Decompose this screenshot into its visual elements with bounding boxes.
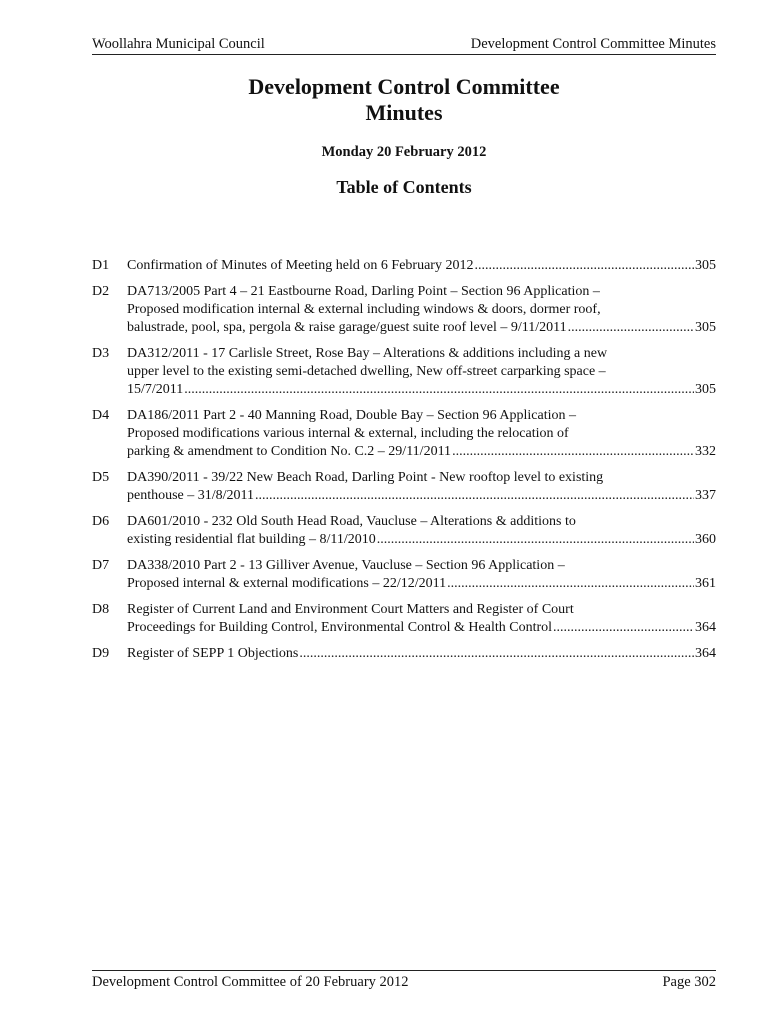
toc-entry-number: D9 [92, 646, 110, 661]
toc-entry [92, 557, 716, 593]
toc-entry-text-line: balustrade, pool, spa, pergola & raise garage/guest suite roof level – 9/11/2011 [127, 320, 567, 335]
toc-entry-number: D4 [92, 408, 110, 423]
toc-entry-text-line: existing residential flat building – 8/11/2010 [127, 532, 376, 547]
toc-entry-text-line: DA713/2005 Part 4 – 21 Eastbourne Road, Darling Point – Section 96 Application – [127, 284, 600, 299]
toc-entry-number: D3 [92, 346, 110, 361]
meeting-date: Monday 20 February 2012 [321, 144, 487, 160]
toc-entry-page-number: 337 [695, 488, 716, 503]
toc-entry-page-number: 305 [695, 258, 716, 273]
title-line-2: Minutes [365, 100, 443, 125]
toc-entry [92, 469, 716, 505]
table-of-contents [92, 257, 716, 671]
toc-entry-number: D1 [92, 258, 110, 273]
dot-leader [377, 531, 694, 549]
document-title [92, 74, 716, 126]
toc-entry-text-line: Proposed modifications various internal & external, including the relocation of [127, 426, 569, 441]
toc-entry-number: D7 [92, 558, 110, 573]
toc-entry-text-line: DA186/2011 Part 2 - 40 Manning Road, Double Bay – Section 96 Application – [127, 408, 576, 423]
toc-entry-text-line: DA390/2011 - 39/22 New Beach Road, Darling Point - New rooftop level to existing [127, 470, 604, 485]
toc-entry-text-line: Proposed internal & external modifications – 22/12/2011 [127, 576, 447, 591]
dot-leader [452, 443, 694, 461]
dot-leader [184, 381, 694, 399]
toc-entry-number: D5 [92, 470, 110, 485]
toc-entry-page-number: 305 [695, 382, 716, 397]
toc-entry-page-number: 364 [695, 620, 716, 635]
dot-leader [255, 487, 694, 505]
toc-entry-page-number: 364 [695, 646, 716, 661]
toc-entry [92, 345, 716, 399]
toc-entry-number: D6 [92, 514, 110, 529]
toc-entry-number: D8 [92, 602, 110, 617]
toc-entry-text-line: Register of SEPP 1 Objections [127, 646, 299, 661]
toc-entry-text-line: upper level to the existing semi-detached dwelling, New off-street carparking space – [127, 364, 606, 379]
header-document-name: Development Control Committee Minutes [470, 36, 716, 52]
toc-entry-page-number: 361 [695, 576, 716, 591]
toc-entry-text-line: penthouse – 31/8/2011 [127, 488, 255, 503]
toc-heading: Table of Contents [336, 177, 472, 197]
footer-meeting-name: Development Control Committee of 20 February 2012 [92, 974, 409, 990]
toc-entry-text-line: DA338/2010 Part 2 - 13 Gilliver Avenue, Vaucluse – Section 96 Application – [127, 558, 565, 573]
toc-entry [92, 407, 716, 461]
title-line-1: Development Control Committee [248, 74, 560, 99]
dot-leader [553, 619, 694, 637]
toc-entry-number: D2 [92, 284, 110, 299]
toc-entry [92, 645, 716, 663]
page-header [92, 34, 716, 55]
header-council-name: Woollahra Municipal Council [92, 36, 265, 52]
toc-entry-text-line: DA312/2011 - 17 Carlisle Street, Rose Bay – Alterations & additions including a new [127, 346, 608, 361]
toc-entry-page-number: 360 [695, 532, 716, 547]
toc-entry-text-line: Confirmation of Minutes of Meeting held on 6 February 2012 [127, 258, 474, 273]
toc-entry-page-number: 305 [695, 320, 716, 335]
toc-entry-text-line: Proposed modification internal & external including windows & doors, dormer roof, [127, 302, 601, 317]
dot-leader [474, 257, 694, 275]
toc-entry [92, 257, 716, 275]
toc-entry-text-line: DA601/2010 - 232 Old South Head Road, Vaucluse – Alterations & additions to [127, 514, 576, 529]
dot-leader [447, 575, 694, 593]
footer-page-number: Page 302 [662, 974, 716, 990]
toc-entry [92, 601, 716, 637]
toc-entry [92, 513, 716, 549]
toc-entry-text-line: Proceedings for Building Control, Environmental Control & Health Control [127, 620, 553, 635]
dot-leader [299, 645, 694, 663]
toc-entry-page-number: 332 [695, 444, 716, 459]
toc-entry [92, 283, 716, 337]
toc-entry-text-line: Register of Current Land and Environment Court Matters and Register of Court [127, 602, 574, 617]
toc-entry-text-line: 15/7/2011 [127, 382, 184, 397]
toc-entry-text-line: parking & amendment to Condition No. C.2 – 29/11/2011 [127, 444, 452, 459]
page-footer [92, 970, 716, 993]
dot-leader [568, 319, 694, 337]
